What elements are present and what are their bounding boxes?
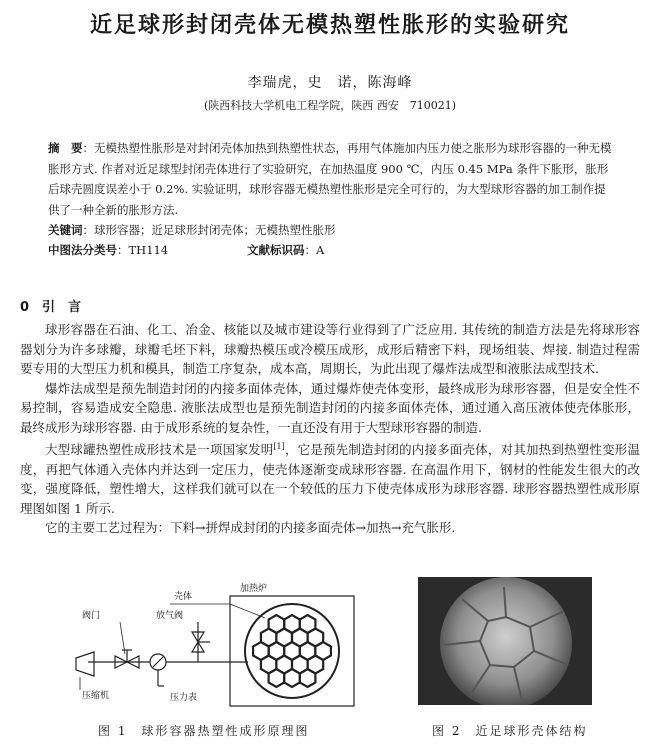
paper-title: 近足球形封闭壳体无模热塑性胀形的实验研究 (89, 13, 570, 38)
affiliation: (陕西科技大学机电工程学院，陕西 西安 710021) (203, 99, 457, 112)
shell-hexagon (284, 669, 300, 687)
citation-ref: [1] (273, 442, 285, 451)
figure2-caption: 图 2 近足球形壳体结构 (432, 724, 588, 738)
abstract-text: ：无模热塑性胀形是对封闭壳体加热到热塑性状态，再用气体施加内压力使之胀形为球形容器的一种无模胀形方式. 作者对近足球型封闭壳体进行了实验研究，在加热温度 900 ℃，内压 0.45 MPa 条件下胀形，胀形后球壳圆度误差小于 0.2%. 实验证明，球形容器无模热塑性胀形是完全可行的，为大型球形容器的加工制作提供了一种全新的胀形方法. (48, 141, 612, 217)
body-text (20, 320, 640, 538)
shell-hexagon (269, 669, 285, 687)
document-code (247, 242, 324, 258)
document-code-value: ：A (304, 243, 325, 257)
label-shell: 壳体 (174, 592, 193, 602)
abstract (48, 138, 616, 220)
abstract-label: 摘 要 (48, 141, 83, 155)
label-valve: 阀门 (82, 611, 101, 621)
paragraph (20, 437, 640, 518)
classification-label: 中图法分类号 (48, 243, 117, 257)
paragraph: 它的主要工艺过程为：下料→拼焊成封闭的内接多面壳体→加热→充气胀形. (45, 520, 456, 536)
authors: 李瑞虎，史 诺，陈海峰 (247, 75, 413, 91)
compressor-icon (76, 652, 94, 676)
shell-hexagon (300, 669, 316, 687)
paragraph-part: 大型球罐热塑性成形技术是一项国家发明 (45, 442, 274, 458)
paragraph-part: ，它是预先制造封闭的内接多面壳体，对其加热到热塑性变形温度，再把气体通入壳体内并达到一定压力，使壳体逐渐变成球形容器. 在高温作用下，钢材的性能发生很大的改变，强度降低，塑性增大，这样我们就可以在一个较低的压力下使壳体成形为球形容器. 球形容器热塑性成形原理图如图 1 所示. (20, 442, 640, 516)
section-heading: 0 引 言 (20, 300, 82, 315)
keywords-text: ：球形容器；近足球形封闭壳体；无模热塑性胀形 (82, 223, 336, 237)
keywords-label: 关键词 (48, 223, 83, 237)
document-code-label: 文献标识码 (247, 243, 305, 257)
label-gauge: 压力表 (170, 693, 198, 703)
shell-ball (245, 604, 339, 698)
label-furnace: 加热炉 (240, 584, 268, 594)
furnace-box (230, 596, 354, 706)
figure2-photo (418, 577, 592, 705)
figure1-schematic (70, 582, 360, 707)
keywords (48, 220, 616, 241)
classification-value: ：TH114 (117, 243, 169, 257)
paragraph: 球形容器在石油、化工、冶金、核能以及城市建设等行业得到了广泛应用. 其传统的制造方法是先将球形容器划分为许多球瓣，球瓣毛坯下料，球瓣热模压或冷模压成形，成形后精密下料，现场组装、焊接. 制造过程需要专用的大型压力机和模具，制造工序复杂，成本高，周期长，为此出现了爆炸法成型和液胀法成型技术. (20, 322, 640, 376)
figure1-caption: 图 1 球形容器热塑性成形原理图 (98, 724, 310, 738)
abstract-block (48, 138, 616, 241)
paragraph: 爆炸法成型是预先制造封闭的内接多面体壳体，通过爆炸使壳体变形，最终成形为球形容器，但是安全性不易控制，容易造成安全隐患. 液胀法成型也是预先制造封闭的内接多面体壳体，通过通入高压液体使壳体胀形，最终成形为球形容器. 由于成形系统的复杂性，一直还没有用于大型球形容器的制造. (20, 380, 640, 435)
label-compressor: 压缩机 (82, 691, 110, 701)
shell-photo-image (418, 577, 592, 705)
classification (48, 242, 168, 258)
label-vent-valve: 放气阀 (156, 611, 184, 621)
